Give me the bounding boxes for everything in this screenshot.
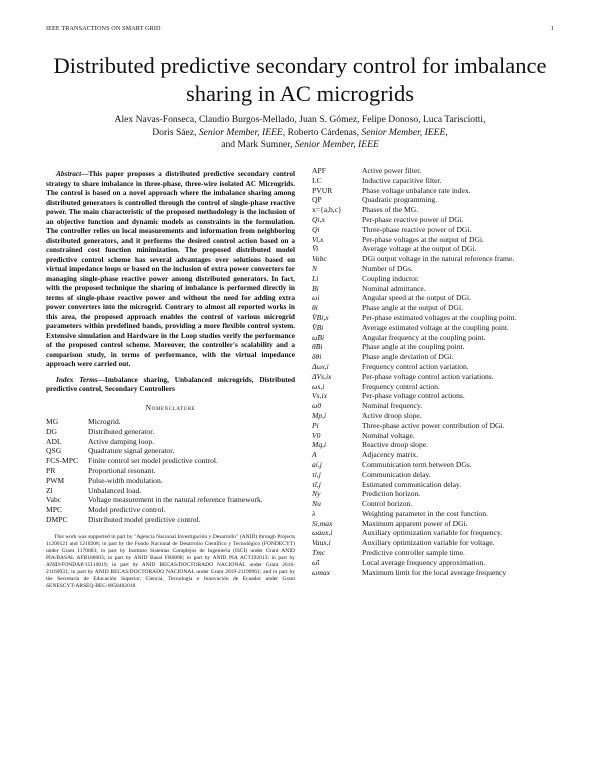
symbol: λ [312,508,316,518]
symbol: δθi [312,352,322,362]
symbol-definition: Weighting parameter in the cost function. [362,508,488,518]
symbol: τi,j [312,469,321,479]
symbol-row [312,519,556,529]
symbol: Vabc [312,254,327,264]
abstract-text: —This paper proposes a distributed predictive secondary control strategy to share imbalance in three-phase, three-wire isolated AC Microgrids. The control is based on a novel approach where the imbalance sharing among distributed generators is controlled through the control of single-phase reactive power. The main characteristic of the proposed methodology is the inclusion of an objective function and dynamic models as constraints in the formulation. The controller relies on local measurements and information from neighboring distributed generators, and it performs the desired control action based on a constrained cost function minimization. The proposed distributed model predictive control scheme has several advantages over solutions based on virtual impedance loops or based on the inclusion of extra power converters for managing single-phase reactive power among distributed generators. In fact, with the proposed technique the sharing of imbalance is performed directly in terms of single-phase reactive power and without the need for adding extra power converters into the microgrid. Contrary to almost all reported works in this area, the proposed approach enables the control of various microgrid parameters within predefined bands, providing a more flexible control system. Extensive simulation and Hardware in the Loop studies verify the performance of the proposed control scheme. Moreover, the controller's scalability and a comparison study, in terms of performance, with the virtual impedance approach were carried out. [46,169,295,368]
symbol-definition: Communication term between DGs. [362,459,472,469]
symbol: ω̄i [312,557,320,567]
symbol: θ̂Bi [312,342,323,352]
index-terms [46,375,295,394]
symbol: Pi [312,420,319,430]
nomenclature-row [46,486,295,496]
author-affiliation: Senior Member, IEEE [294,139,379,151]
author-affiliation: Senior Member, IEEE, [198,126,286,138]
symbol-definition: Phase voltage unbalance rate index. [362,185,471,195]
author-line-1: Alex Navas-Fonseca, Claudio Burgos-Mellado, Juan S. Gómez, Felipe Donoso, Luca Tarisciotti, [114,114,486,125]
symbol: Si,max [312,518,333,528]
symbol: Li [312,273,319,283]
symbol-list [312,166,556,577]
symbol-row [312,528,556,538]
symbol-row [312,548,556,558]
author-line-3 [50,139,550,152]
symbol-row [312,568,556,578]
abstract-label: Abstract [56,169,82,178]
nomenclature-abbr: QSG [46,446,62,456]
symbol-row [312,362,556,372]
symbol-definition: Per-phase reactive power of DGi. [362,214,464,224]
symbol-definition: Communication delay. [362,469,431,479]
symbol-definition: DGi output voltage in the natural reference frame. [362,254,515,264]
symbol-definition: Frequency control action. [362,381,440,391]
symbol-row [312,431,556,441]
symbol-definition: Nominal frequency. [362,401,423,411]
nomenclature-abbr: Zl [46,485,53,495]
symbol-definition: Active droop slope. [362,410,422,420]
symbol: Qi,x [312,214,325,224]
journal-name: IEEE TRANSACTIONS ON SMART GRID [46,25,161,32]
symbol: Bi [312,283,319,293]
symbol-definition: Nominal voltage. [362,430,415,440]
index-terms-label: Index Terms [56,374,98,384]
symbol: Mq,i [312,440,327,450]
symbol-row [312,333,556,343]
nomenclature-abbr: MPC [46,505,63,515]
symbol: QP [312,195,322,205]
symbol-definition: Three-phase active power contribution of DGi. [362,420,505,430]
symbol: N [312,263,318,273]
symbol-row [312,558,556,568]
symbol-row [312,538,556,548]
symbol-row [312,450,556,460]
symbol-row [312,470,556,480]
nomenclature-definition: Voltage measurement in the natural reference framework. [88,495,263,505]
symbol-definition: Number of DGs. [362,263,413,273]
symbol-definition: Maximum limit for the local average frequency [362,567,507,577]
symbol-definition: Three-phase reactive power of DGi. [362,224,472,234]
symbol: A [312,450,317,460]
symbol: ωs,i [312,381,325,391]
symbol-row [312,372,556,382]
symbol-row [312,303,556,313]
symbol: Nu [312,499,321,509]
nomenclature-definition: Proportional resonant. [88,465,156,475]
nomenclature-row [46,495,295,505]
symbol-row [312,293,556,303]
left-column [46,169,295,591]
symbol-definition: Average voltage at the output of DGi. [362,244,477,254]
symbol: Vi,x [312,234,324,244]
symbol: θi [312,303,318,313]
symbol: Qi [312,224,320,234]
symbol-definition: Maximum apparent power of DGi. [362,518,468,528]
symbol-definition: Phase angle deviation of DGi. [362,352,454,362]
symbol-definition: Per-phase voltages at the output of DGi. [362,234,484,244]
symbol-definition: Estimated communication delay. [362,479,462,489]
symbol-row [312,284,556,294]
symbol: V0 [312,430,321,440]
symbol-row [312,509,556,519]
symbol: V̂Bi [312,322,324,332]
symbol-row [312,205,556,215]
nomenclature-definition: Quadrature signal generator. [88,446,175,456]
nomenclature-row [46,417,295,427]
nomenclature-heading: Nomenclature [145,402,196,412]
symbol-row [312,489,556,499]
symbol: Ny [312,489,321,499]
nomenclature-row [46,437,295,447]
symbol-row [312,186,556,196]
symbol-row [312,195,556,205]
nomenclature-definition: Microgrid. [88,417,121,426]
symbol-definition: Auxiliary optimization variable for voltage. [362,538,495,548]
nomenclature-abbr: DG [46,426,57,436]
nomenclature-definition: Active damping loop. [88,436,155,446]
funding-footnote: This work was supported in part by "Agencia Nacional Investigación y Desarrollo" (ANID) through Projects 11200121 and 1210208; in part by the Fondo Nacional de Desarrollo Científico y Tecnológico (FONDECYT) under Grant 1170683; in part by Instituto Sistemas Complejos de Ingeniería (ISCI) under Grant ANID PIA/BASAL AFB180003; in part by ANID Basal FB0008; in part by ANID PIA ACT192013; in part by ANID/FONDAP/15110019; in part by ANID BECAS/DOCTORADO NACIONAL under Grant 2016-21160931; in part by ANID BECAS/DOCTORADO NACIONAL under Grant 2019-21190961; and in part by the Secretaría de Educación Superior, Ciencia, Tecnología e Innovación de Ecuador under Grant SENESCYT/ARSEQ-BEC-0058482018. [46,533,295,590]
symbol-definition: Angular speed at the output of DGi. [362,293,472,303]
symbol: Vs,ix [312,391,327,401]
nomenclature-definition: Unbalanced load. [88,485,142,495]
symbol-row [312,499,556,509]
symbol-row [312,460,556,470]
author-line-2 [50,127,550,140]
symbol-row [312,225,556,235]
symbol-row [312,391,556,401]
symbol-definition: Per-phase estimated voltages at the coupling point. [362,312,517,322]
symbol-row [312,382,556,392]
symbol: V̄i [312,244,319,254]
nomenclature-definition: Pulse-width modulation. [88,475,163,485]
symbol: Mp,i [312,410,327,420]
symbol-definition: Reactive droop slope. [362,440,429,450]
nomenclature-row [46,505,295,515]
symbol: ω0 [312,401,322,411]
running-header [46,25,554,35]
nomenclature-row [46,446,295,456]
paper-title: Distributed predictive secondary control for imbalance sharing in AC microgrids [53,53,547,106]
symbol-definition: Control horizon. [362,499,413,509]
symbol-definition: Local average frequency approximation. [362,557,486,567]
symbol-row [312,264,556,274]
nomenclature-abbr: FCS-MPC [46,456,79,466]
symbol-definition: Nominal admittance. [362,283,426,293]
author-name: and Mark Sumner, [221,139,293,151]
symbol-row [312,480,556,490]
symbol-definition: Angular frequency at the coupling point. [362,332,486,342]
symbol-definition: Phase angle at the output of DGi. [362,303,464,313]
nomenclature-abbr: MG [46,417,59,426]
symbol: LC [312,175,322,185]
symbol-definition: Prediction horizon. [362,489,421,499]
nomenclature-row [46,456,295,466]
nomenclature-row [46,427,295,437]
nomenclature-row [46,466,295,476]
nomenclature-abbr: Vabc [46,495,62,505]
symbol: ΔVs,ix [312,371,332,381]
symbol-definition: Predictive controller sample time. [362,548,465,558]
symbol-definition: Per-phase voltage control actions. [362,391,465,401]
symbol-definition: Auxiliary optimization variable for frequency. [362,528,503,538]
nomenclature-definition: Distributed model predictive control. [88,514,201,524]
symbol-row [312,176,556,186]
symbol-row [312,313,556,323]
abstract [46,169,295,369]
symbol: PVUR [312,185,333,195]
nomenclature-abbr: ADL [46,436,62,446]
symbol-row [312,352,556,362]
symbol-row [312,411,556,421]
symbol-definition: Phases of the MG. [362,205,419,215]
symbol-row [312,244,556,254]
symbol-definition: Inductive capacitive filter. [362,175,442,185]
symbol-row [312,401,556,411]
symbol-definition: Coupling inductor. [362,273,419,283]
symbol-definition: Quadratic programming. [362,195,438,205]
symbol-definition: Active power filter. [362,166,422,175]
nomenclature-abbr: PWM [46,475,65,485]
symbol: Δωs,i [312,361,329,371]
nomenclature-abbr: DMPC [46,514,68,524]
author-name: Roberto Cárdenas, [287,126,360,138]
symbol: ai,j [312,459,322,469]
symbol: ωi [312,293,320,303]
symbol-row [312,235,556,245]
symbol-row [312,421,556,431]
symbol: ω̂Bi [312,332,325,342]
symbol-definition: Phase angle at the coupling point. [362,342,465,352]
symbol: ωaux,i [312,528,333,538]
symbol: x={a,b,c} [312,205,342,215]
symbol: τ̂i,j [312,479,321,489]
index-terms-text: —Imbalance sharing, Unbalanced microgrids, Distributed predictive control, Secondary Controllers [46,374,296,393]
author-name: Doris Sáez, [152,126,197,138]
nomenclature-definition: Finite control set model predictive control. [88,456,218,466]
symbol-definition: Average estimated voltage at the coupling point. [362,322,509,332]
symbol-row [312,440,556,450]
symbol: V̂Bi,x [312,312,329,322]
symbol: ωmax [312,567,331,577]
nomenclature-definition: Distributed generator. [88,426,155,436]
author-block [50,114,550,152]
nomenclature-list [46,417,295,525]
symbol-row [312,254,556,264]
nomenclature-abbr: PR [46,465,56,475]
symbol-row [312,166,556,176]
symbol-row [312,215,556,225]
nomenclature-row [46,476,295,486]
symbol-row [312,323,556,333]
symbol-definition: Per-phase voltage control action variations. [362,371,494,381]
symbol-row [312,274,556,284]
symbol: APF [312,166,326,175]
right-column [312,166,556,577]
symbol-row [312,342,556,352]
nomenclature-row [46,515,295,525]
symbol-definition: Adjacency matrix. [362,450,419,460]
symbol: Vaux,i [312,538,331,548]
symbol-definition: Frequency control action variation. [362,361,469,371]
page-number: 1 [550,25,554,32]
author-affiliation: Senior Member, IEEE, [361,126,448,138]
nomenclature-definition: Model predictive control. [88,505,166,515]
symbol: Tmc [312,548,326,558]
